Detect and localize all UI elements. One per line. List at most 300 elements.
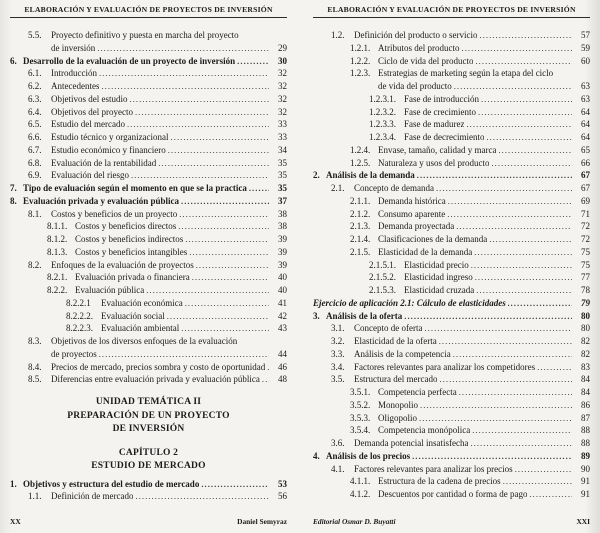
entry-number: 6.8. <box>28 157 42 168</box>
section-heading-line: UNIDAD TEMÁTICA II <box>95 397 202 407</box>
entry-number: 2. <box>313 170 320 181</box>
entry-number: 7. <box>10 183 17 193</box>
entry-number: 4.1.2. <box>350 489 371 499</box>
entry-number: 3.4. <box>331 361 345 372</box>
toc-entry <box>313 246 590 259</box>
entry-title: Objetivos del estudio <box>51 93 128 104</box>
toc-entry-continuation <box>10 348 287 361</box>
entry-number: 1.2.3.1. <box>369 93 396 104</box>
entry-number: 2.1.1. <box>350 195 371 206</box>
entry-number: 6.1. <box>28 68 42 79</box>
entry-number: 1.2.5. <box>350 157 371 168</box>
entry-title: Costos y beneficios directos <box>75 221 177 232</box>
entry-title: Análisis de la competencia <box>354 348 451 359</box>
entry-title: Análisis de los precios <box>326 450 411 461</box>
toc-entry-continuation <box>10 42 287 55</box>
entry-title: Fase de madurez <box>404 119 465 130</box>
dot-leader <box>99 348 269 361</box>
toc-entry <box>10 361 287 374</box>
entry-number: 3.1. <box>331 323 345 334</box>
entry-page-number: 87 <box>581 412 590 423</box>
dot-leader <box>503 475 572 488</box>
entry-page-number: 38 <box>278 208 287 219</box>
entry-number: 8.3. <box>28 336 42 346</box>
page-footer-right <box>300 517 600 526</box>
entry-page-number: 37 <box>278 195 287 206</box>
entry-number: 2.1.5.1. <box>369 259 396 270</box>
dot-leader <box>179 208 269 221</box>
entry-page-number: 64 <box>581 132 590 142</box>
entry-title: Evaluación de la rentabilidad <box>51 157 157 168</box>
toc-entry <box>313 118 590 131</box>
entry-page-number: 44 <box>278 348 287 359</box>
toc-entry-continuation <box>313 80 590 93</box>
entry-page-number: 33 <box>278 119 287 130</box>
dot-leader <box>189 246 269 259</box>
entry-page-number: 46 <box>278 361 287 372</box>
dot-leader <box>462 42 573 55</box>
dot-leader <box>486 131 572 144</box>
dot-leader <box>249 182 269 195</box>
entry-number: 6.2. <box>28 81 42 91</box>
toc-entry <box>313 195 590 208</box>
dot-leader <box>471 259 572 272</box>
dot-leader <box>419 412 572 425</box>
section-heading <box>10 447 287 474</box>
dot-leader <box>491 157 572 170</box>
entry-title: Introducción <box>51 68 97 79</box>
dot-leader <box>453 348 572 361</box>
author-name: Daniel Semyraz <box>237 517 287 526</box>
entry-title: Desarrollo de la evaluación de un proyecto de inversión <box>23 55 236 66</box>
entry-page-number: 48 <box>278 374 287 385</box>
entry-number: 8.2.2. <box>47 285 68 295</box>
entry-page-number: 83 <box>581 361 590 372</box>
entry-title: Concepto de oferta <box>354 323 423 334</box>
dot-leader <box>498 144 572 157</box>
entry-title: Fase de introducción <box>404 93 479 104</box>
section-heading-line: PREPARACIÓN DE UN PROYECTO <box>67 410 230 421</box>
entry-number: 8.2. <box>28 259 42 270</box>
toc-entry <box>10 80 287 93</box>
dot-leader <box>267 361 269 374</box>
running-head-title: ELABORACIÓN Y EVALUACIÓN DE PROYECTOS DE INVERSIÓN <box>327 5 576 14</box>
entry-number: 1.2.3.3. <box>369 119 396 130</box>
entry-page-number: 32 <box>278 106 287 117</box>
toc-entry <box>313 386 590 399</box>
entry-title: Estructura de la cadena de precios <box>378 476 501 487</box>
dot-leader <box>489 233 572 246</box>
entry-page-number: 79 <box>581 297 590 308</box>
toc-entry <box>313 310 590 323</box>
toc-entry <box>313 169 590 182</box>
dot-leader <box>456 220 572 233</box>
toc-entry <box>10 373 287 386</box>
dot-leader <box>237 55 269 68</box>
entry-title: Atributos del producto <box>378 42 460 53</box>
entry-page-number: 84 <box>581 374 590 385</box>
entry-number: 1.2.4. <box>350 144 371 155</box>
entry-number: 1.1. <box>28 491 42 502</box>
entry-title: Fase de decrecimiento <box>404 132 485 142</box>
dot-leader <box>537 361 572 374</box>
entry-title: Demanda potencial insatisfecha <box>354 438 469 448</box>
entry-page-number: 35 <box>278 170 287 181</box>
toc-entry <box>313 361 590 374</box>
entry-number: 3.3. <box>331 348 345 359</box>
toc-entry <box>10 284 287 297</box>
dot-leader <box>158 157 269 170</box>
entry-number: 4. <box>313 450 320 461</box>
entry-title: Costos y beneficios de un proyecto <box>51 208 178 219</box>
entry-title: Ejercicio de aplicación 2.1: Cálculo de elasticidades <box>313 297 506 308</box>
entry-title: Tipo de evaluación según el momento en que se la practica <box>23 183 247 193</box>
dot-leader <box>146 284 269 297</box>
entry-title: Precios de mercado, precios sombra y costo de oportunidad <box>51 361 266 372</box>
dot-leader <box>185 297 269 310</box>
entry-title: Análisis de la oferta <box>326 310 403 321</box>
entry-page-number: 34 <box>278 144 287 155</box>
toc-entry <box>313 437 590 450</box>
entry-number: 1.2.3.2. <box>369 106 396 117</box>
toc-entry <box>10 259 287 272</box>
entry-page-number: 39 <box>278 234 287 244</box>
toc-entry <box>313 463 590 476</box>
entry-page-number: 53 <box>278 478 287 489</box>
entry-number: 2.1.4. <box>350 234 371 244</box>
entry-number: 6.3. <box>28 93 42 104</box>
section-heading <box>10 396 287 437</box>
entry-title: Evaluación pública <box>75 285 145 295</box>
entry-page-number: 89 <box>581 450 590 461</box>
entry-title: Factores relevantes para analizar los precios <box>354 463 513 474</box>
dot-leader <box>478 106 572 119</box>
toc-entry <box>10 182 287 195</box>
entry-page-number: 78 <box>581 285 590 295</box>
entry-title: Factores relevantes para analizar los competidores <box>354 361 536 372</box>
dot-leader <box>185 233 269 246</box>
toc-entry <box>313 106 590 119</box>
entry-number: 6.4. <box>28 106 42 117</box>
dot-leader <box>181 322 269 335</box>
toc-entry <box>313 208 590 221</box>
dot-leader <box>474 246 572 259</box>
entry-title: Demanda histórica <box>378 195 446 206</box>
toc-entry <box>313 373 590 386</box>
entry-title: Naturaleza y usos del producto <box>378 157 490 168</box>
toc-entry <box>10 220 287 233</box>
entry-number: 2.1.3. <box>350 221 371 232</box>
toc-entry <box>313 157 590 170</box>
entry-title: de vida del producto <box>378 81 452 91</box>
entry-page-number: 35 <box>278 157 287 168</box>
dot-leader <box>181 195 269 208</box>
entry-page-number: 77 <box>581 272 590 283</box>
entry-page-number: 33 <box>278 132 287 142</box>
dot-leader <box>196 259 269 272</box>
entry-number: 8.2.1. <box>47 272 68 283</box>
toc-entry <box>10 310 287 323</box>
toc-entry <box>10 131 287 144</box>
toc-entry <box>313 335 590 348</box>
publisher-name: Editorial Osmar D. Buyatti <box>313 517 396 526</box>
toc-page-right <box>300 0 600 533</box>
entry-number: 1.2.3.4. <box>369 132 396 142</box>
dot-leader <box>459 386 572 399</box>
section-heading-line: DE INVERSIÓN <box>112 424 185 434</box>
entry-page-number: 63 <box>581 81 590 91</box>
toc-entry <box>10 271 287 284</box>
toc-entry <box>313 259 590 272</box>
entry-title: Antecedentes <box>51 81 100 91</box>
entry-title: Evaluación económica <box>101 297 183 308</box>
entry-number: 5.5. <box>28 30 42 40</box>
entry-page-number: 82 <box>581 348 590 359</box>
entry-title: Estudio técnico y organizacional <box>51 132 169 142</box>
entry-page-number: 57 <box>581 30 590 40</box>
entry-title: Demanda proyectada <box>378 221 455 232</box>
entry-number: 3.5.1. <box>350 387 371 397</box>
dot-leader <box>167 310 269 323</box>
entry-title: Elasticidad ingreso <box>404 272 473 283</box>
entry-page-number: 88 <box>581 438 590 448</box>
toc-entry <box>10 195 287 208</box>
dot-leader <box>420 399 572 412</box>
entry-title: Estrategias de marketing según la etapa del ciclo <box>378 68 554 79</box>
entry-number: 4.1.1. <box>350 476 371 487</box>
dot-leader <box>404 310 572 323</box>
toc-entry <box>10 490 287 503</box>
entry-page-number: 38 <box>278 221 287 232</box>
dot-leader <box>448 195 572 208</box>
entry-page-number: 90 <box>581 463 590 474</box>
toc-entry <box>313 182 590 195</box>
entry-number: 3. <box>313 310 320 321</box>
entry-number: 3.5. <box>331 374 345 385</box>
section-heading-line: CAPÍTULO 2 <box>118 447 179 458</box>
toc-entry <box>313 450 590 463</box>
dot-leader <box>476 284 572 297</box>
entry-number: 6.5. <box>28 119 42 130</box>
dot-leader <box>135 106 269 119</box>
toc-entry <box>313 322 590 335</box>
entry-number: 2.1.5.2. <box>369 272 396 283</box>
entry-number: 6.9. <box>28 170 42 181</box>
entry-page-number: 80 <box>581 310 590 321</box>
entry-page-number: 39 <box>278 246 287 257</box>
entry-number: 4.1. <box>331 463 345 474</box>
toc-entry <box>313 488 590 501</box>
entry-page-number: 63 <box>581 93 590 104</box>
entry-page-number: 71 <box>581 208 590 219</box>
entry-title: Oligopolio <box>378 412 418 423</box>
entry-title: Definición del producto o servicio <box>354 30 478 40</box>
entry-title: Monopolio <box>378 399 419 410</box>
entry-title: Diferencias entre evaluación privada y evaluación pública <box>51 374 260 385</box>
entry-title: Evaluación social <box>101 310 165 321</box>
toc-entries-left <box>10 29 287 386</box>
entry-page-number: 72 <box>581 234 590 244</box>
dot-leader <box>436 182 572 195</box>
entry-title: Objetivos y estructura del estudio de mercado <box>23 478 200 489</box>
dot-leader <box>171 131 269 144</box>
dot-leader <box>439 373 572 386</box>
entry-title: Estudio del mercado <box>51 119 125 130</box>
entry-title: Elasticidad precio <box>404 259 469 270</box>
entry-number: 3.5.3. <box>350 412 371 423</box>
entry-number: 3.5.2. <box>350 399 371 410</box>
entry-page-number: 88 <box>581 425 590 436</box>
dot-leader <box>127 118 269 131</box>
entry-title: Costos y beneficios indirectos <box>75 234 184 244</box>
toc-entry <box>313 475 590 488</box>
dot-leader <box>475 55 572 68</box>
toc-entry <box>10 335 287 348</box>
dot-leader <box>417 169 572 182</box>
entry-title: de inversión <box>51 42 96 53</box>
toc-entry <box>313 93 590 106</box>
entry-title: Ciclo de vida del producto <box>378 55 474 66</box>
toc-entry <box>313 399 590 412</box>
entry-page-number: 64 <box>581 106 590 117</box>
entry-title: Elasticidad cruzada <box>404 285 475 295</box>
toc-entry <box>10 208 287 221</box>
running-head-title: ELABORACIÓN Y EVALUACIÓN DE PROYECTOS DE INVERSIÓN <box>24 5 273 14</box>
entry-page-number: 32 <box>278 81 287 91</box>
folio-number: XX <box>10 517 21 526</box>
entry-number: 8.1.1. <box>47 221 68 232</box>
entry-number: 3.6. <box>331 438 345 448</box>
dot-leader <box>475 271 572 284</box>
entry-title: Definición de mercado <box>51 491 134 502</box>
toc-entries-after-heading <box>10 478 287 504</box>
toc-entry <box>313 424 590 437</box>
entry-title: Evaluación del riesgo <box>51 170 129 181</box>
entry-number: 1.2.1. <box>350 42 371 53</box>
entry-page-number: 64 <box>581 119 590 130</box>
dot-leader <box>508 297 572 310</box>
toc-entry <box>10 246 287 259</box>
entry-title: Descuentos por cantidad o forma de pago <box>378 489 528 499</box>
entry-page-number: 42 <box>278 310 287 321</box>
toc-entry <box>313 220 590 233</box>
toc-entry <box>313 348 590 361</box>
entry-title: Proyecto definitivo y puesta en marcha del proyecto <box>51 30 239 40</box>
entry-number: 2.1.5.3. <box>369 285 396 295</box>
dot-leader <box>135 490 269 503</box>
dot-leader <box>130 93 270 106</box>
entry-page-number: 40 <box>278 272 287 283</box>
entry-page-number: 41 <box>278 297 287 308</box>
section-heading-line: ESTUDIO DE MERCADO <box>91 461 206 471</box>
entry-title: de proyectos <box>51 348 97 359</box>
dot-leader <box>481 93 572 106</box>
entry-title: Enfoques de la evaluación de proyectos <box>51 259 194 270</box>
entry-page-number: 91 <box>581 489 590 499</box>
dot-leader <box>470 437 572 450</box>
entry-page-number: 40 <box>278 285 287 295</box>
toc-entry <box>10 233 287 246</box>
toc-entry <box>313 29 590 42</box>
entry-page-number: 75 <box>581 259 590 270</box>
entry-title: Concepto de demanda <box>354 183 434 193</box>
dot-leader <box>479 29 572 42</box>
entry-page-number: 84 <box>581 387 590 397</box>
entry-page-number: 80 <box>581 323 590 334</box>
entry-number: 6.6. <box>28 132 42 142</box>
toc-entry <box>10 297 287 310</box>
toc-entry <box>313 42 590 55</box>
entry-page-number: 32 <box>278 68 287 79</box>
entry-number: 8.1.3. <box>47 246 68 257</box>
toc-entry <box>10 144 287 157</box>
entry-title: Objetivos del proyecto <box>51 106 133 117</box>
entry-number: 8.2.2.2. <box>66 310 93 321</box>
toc-entry <box>10 478 287 491</box>
entry-title: Competencia perfecta <box>378 387 457 397</box>
entry-number: 8.2.2.3. <box>66 323 93 334</box>
toc-entry <box>10 67 287 80</box>
toc-entry <box>10 169 287 182</box>
entry-page-number: 91 <box>581 476 590 487</box>
toc-entry <box>10 118 287 131</box>
entry-number: 1.2. <box>331 30 345 40</box>
entry-number: 3.5.4. <box>350 425 371 436</box>
entry-page-number: 30 <box>278 55 287 66</box>
toc-entry <box>313 284 590 297</box>
dot-leader <box>99 67 269 80</box>
toc-entry <box>10 106 287 119</box>
entry-title: Evaluación privada y evaluación pública <box>23 195 180 206</box>
toc-entry <box>313 297 590 310</box>
dot-leader <box>168 144 269 157</box>
folio-number: XXI <box>576 517 590 526</box>
entry-number: 6. <box>10 55 17 66</box>
entry-title: Clasificaciones de la demanda <box>378 234 488 244</box>
entry-title: Estructura del mercado <box>354 374 438 385</box>
toc-entry <box>313 271 590 284</box>
entry-title: Competencia monópolica <box>378 425 471 436</box>
entry-page-number: 39 <box>278 259 287 270</box>
running-head <box>313 5 590 18</box>
dot-leader <box>466 118 572 131</box>
toc-entry <box>10 157 287 170</box>
entry-title: Costos y beneficios intangibles <box>75 246 188 257</box>
entry-page-number: 66 <box>581 157 590 168</box>
entry-page-number: 56 <box>278 491 287 502</box>
entry-title: Envase, tamaño, calidad y marca <box>378 144 497 155</box>
dot-leader <box>439 335 572 348</box>
entry-page-number: 72 <box>581 221 590 232</box>
entry-page-number: 59 <box>581 42 590 53</box>
toc-entry <box>10 93 287 106</box>
entry-number: 8.1. <box>28 208 42 219</box>
entry-number: 8. <box>10 195 17 206</box>
dot-leader <box>101 80 269 93</box>
dot-leader <box>412 450 572 463</box>
entry-page-number: 65 <box>581 144 590 155</box>
entry-number: 2.1.2. <box>350 208 371 219</box>
dot-leader <box>529 488 572 501</box>
toc-entry <box>313 55 590 68</box>
entry-page-number: 29 <box>278 42 287 53</box>
entry-number: 6.7. <box>28 144 42 155</box>
dot-leader <box>472 424 572 437</box>
dot-leader <box>447 208 572 221</box>
entry-page-number: 69 <box>581 195 590 206</box>
dot-leader <box>178 220 269 233</box>
page-footer-left <box>0 517 300 526</box>
